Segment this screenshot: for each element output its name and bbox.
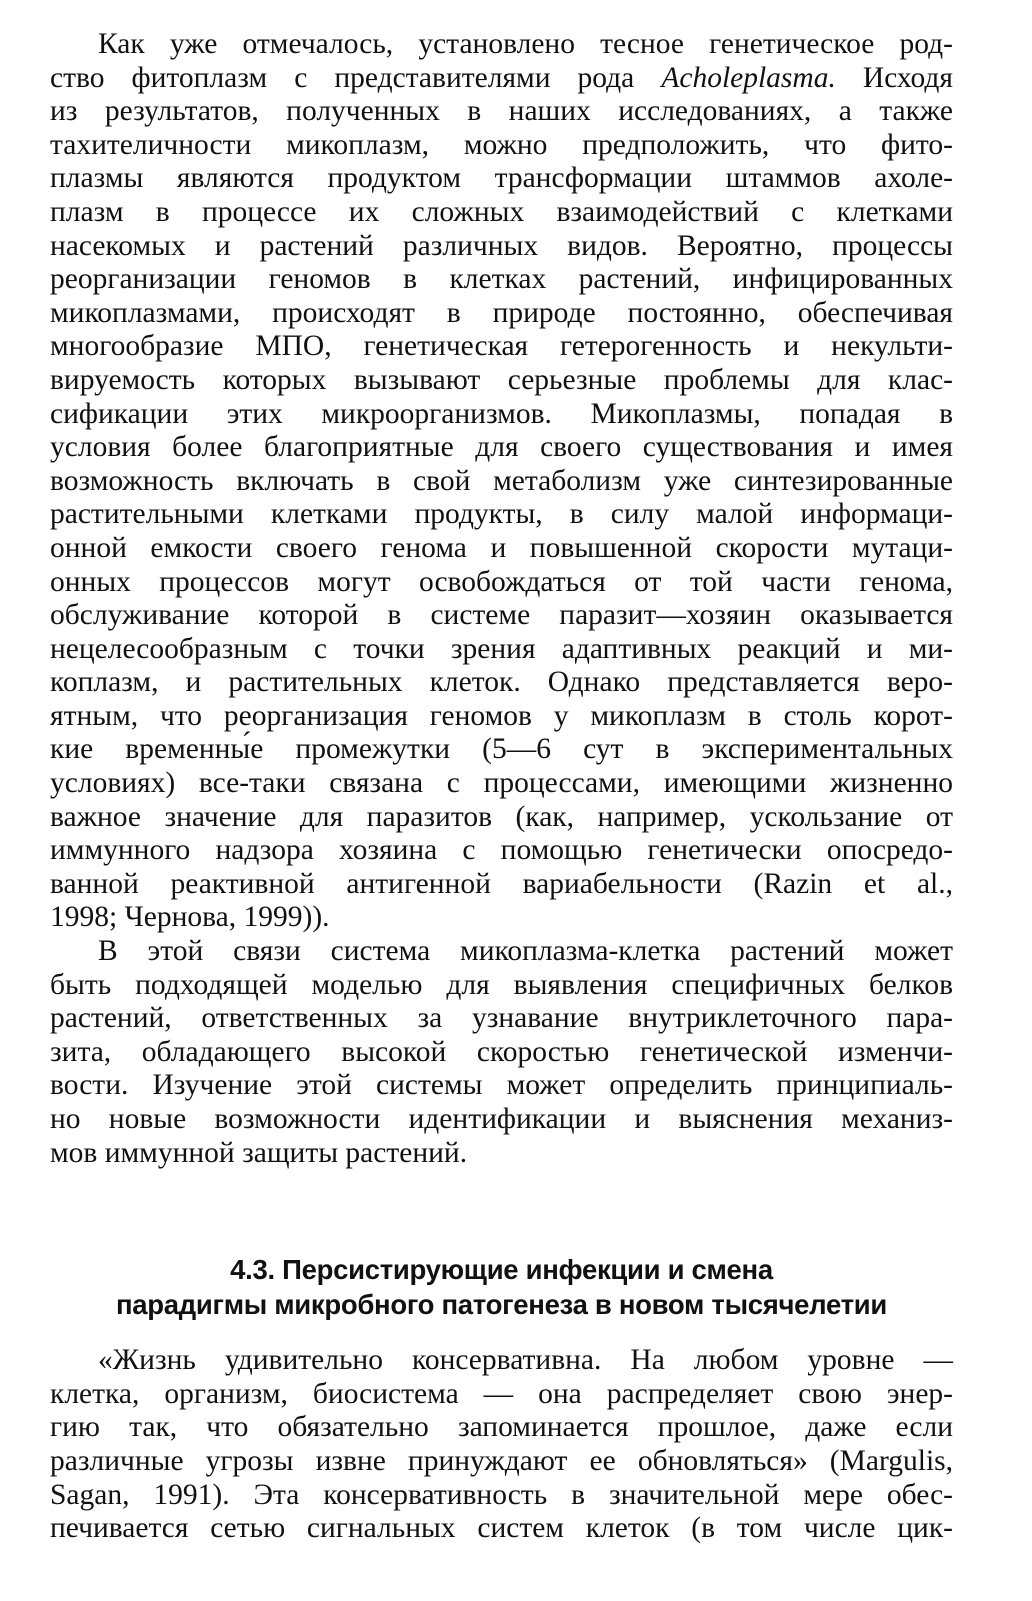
text-span: Исходя xyxy=(835,61,953,94)
text-line: зита, обладающего высокой скоростью генетической изменчи- xyxy=(50,1035,953,1068)
text-line: быть подходящей моделью для выявления специфичных белков xyxy=(50,968,953,1001)
text-line: ванной реактивной антигенной вариабельности (Razin et al., xyxy=(50,867,953,900)
text-line: гию так, что обязательно запоминается прошлое, даже если xyxy=(50,1411,953,1444)
text-line: вируемость которых вызывают серьезные проблемы для клас- xyxy=(50,363,953,396)
genus-name-italic: Acholeplasma. xyxy=(661,61,836,94)
text-line: различные угрозы извне принуждают ее обновляться» (Margulis, xyxy=(50,1444,953,1477)
text-line: условия более благоприятные для своего существования и имея xyxy=(50,431,953,464)
text-line: возможность включать в свой метаболизм уже синтезированные xyxy=(50,464,953,497)
text-line: насекомых и растений различных видов. Вероятно, процессы xyxy=(50,229,953,262)
paragraph-1 xyxy=(50,28,953,935)
text-line: нецелесообразным с точки зрения адаптивных реакций и ми- xyxy=(50,632,953,665)
text-line: тахителичности микоплазм, можно предположить, что фито- xyxy=(50,128,953,161)
text-line: из результатов, полученных в наших исследованиях, а также xyxy=(50,95,953,128)
text-line: клетка, организм, биосистема — она распределяет свою энер- xyxy=(50,1377,953,1410)
text-line: реорганизации геномов в клетках растений, инфицированных xyxy=(50,263,953,296)
text-line: плазмы являются продуктом трансформации штаммов ахоле- xyxy=(50,162,953,195)
text-line: условиях) все-таки связана с процессами, имеющими жизненно xyxy=(50,767,953,800)
section-heading-line: 4.3. Персистирующие инфекции и смена xyxy=(230,1254,773,1286)
text-line: иммунного надзора хозяина с помощью генетически опосредо- xyxy=(50,834,953,867)
text-line: печивается сетью сигнальных систем клеток (в том числе цик- xyxy=(50,1512,953,1545)
text-line: сификации этих микроорганизмов. Микоплазмы, попадая в xyxy=(50,397,953,430)
text-line: ятным, что реорганизация геномов у микоплазм в столь корот- xyxy=(50,699,953,732)
text-line: 1998; Чернова, 1999)). xyxy=(50,901,330,934)
text-line: микоплазмами, происходят в природе постоянно, обеспечивая xyxy=(50,296,953,329)
section-heading xyxy=(50,1252,953,1322)
section-heading-line: парадигмы микробного патогенеза в новом тысячелетии xyxy=(115,1289,887,1321)
text-line: мов иммунной защиты растений. xyxy=(50,1136,468,1169)
text-line: Sagan, 1991). Эта консервативность в значительной мере обес- xyxy=(50,1478,953,1511)
page-body xyxy=(50,28,953,1546)
text-line: В этой связи система микоплазма-клетка растений может xyxy=(98,935,953,968)
text-span: ство фитоплазм с представителями рода xyxy=(50,61,662,94)
paragraph-2 xyxy=(50,935,953,1170)
text-line: обслуживание которой в системе паразит—хозяин оказывается xyxy=(50,599,953,632)
text-line: важное значение для паразитов (как, например, ускользание от xyxy=(50,800,953,833)
paragraph-3 xyxy=(50,1344,953,1546)
text-line: кие временны́е промежутки (5—6 сут в экспериментальных xyxy=(50,733,953,766)
text-line: онной емкости своего генома и повышенной скорости мутаци- xyxy=(50,531,953,564)
text-line: Как уже отмечалось, установлено тесное генетическое род- xyxy=(98,28,953,60)
text-line: растений, ответственных за узнавание внутриклеточного пара- xyxy=(50,1002,953,1035)
text-line: «Жизнь удивительно консервативна. На любом уровне — xyxy=(98,1344,953,1377)
text-line: плазм в процессе их сложных взаимодействий с клетками xyxy=(50,195,953,228)
text-line: но новые возможности идентификации и выяснения механиз- xyxy=(50,1103,953,1135)
text-line: многообразие МПО, генетическая гетерогенность и некульти- xyxy=(50,330,953,363)
text-line: вости. Изучение этой системы может определить принципиаль- xyxy=(50,1069,953,1102)
text-line: онных процессов могут освобождаться от той части генома, xyxy=(50,565,953,598)
text-line: растительными клетками продукты, в силу малой информаци- xyxy=(50,498,953,531)
text-line xyxy=(50,62,953,96)
text-line: коплазм, и растительных клеток. Однако представляется веро- xyxy=(50,666,953,699)
